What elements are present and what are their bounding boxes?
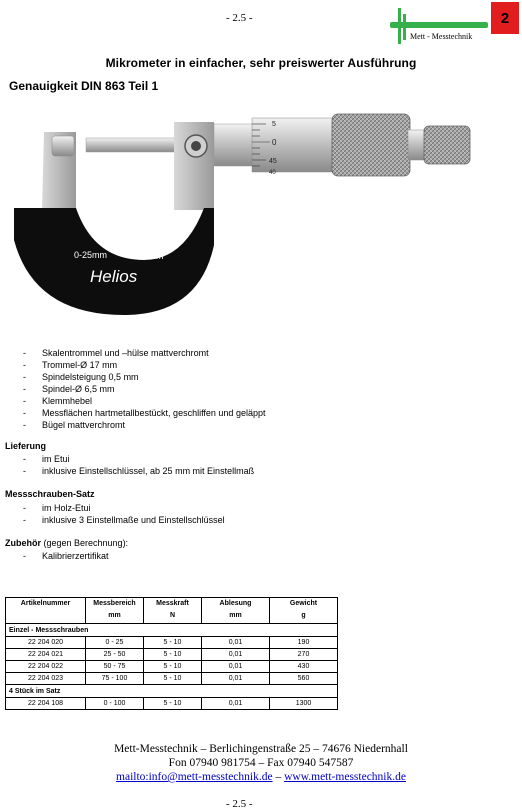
list-item: - inklusive Einstellschlüssel, ab 25 mm mit Einstellmaß — [23, 466, 255, 476]
zubehoer-heading: Zubehör (gegen Berechnung): — [5, 538, 129, 548]
table-group-row: Einzel - Messschrauben — [6, 624, 338, 637]
list-item: - im Holz-Etui — [23, 503, 91, 513]
spec-table — [5, 597, 338, 710]
page-number-top: - 2.5 - — [226, 12, 253, 24]
frame-range-label: 0-25mm — [74, 250, 108, 260]
company-logo — [388, 6, 488, 48]
email-link[interactable]: mailto:info@mett-messtechnik.de — [116, 771, 273, 783]
column-header: Messbereich mm — [86, 598, 144, 624]
list-item: - im Etui — [23, 454, 70, 464]
scale-number-40: 40 — [269, 170, 276, 176]
table-row: 22 204 108 0 - 100 5 - 10 0,01 1300 — [6, 698, 338, 710]
table-header-row — [6, 598, 338, 624]
table-row: 22 204 020 0 - 25 5 - 10 0,01 190 — [6, 637, 338, 649]
frame-resolution-label: 0.01mm — [131, 251, 164, 261]
list-item: - Spindelsteigung 0,5 mm — [23, 372, 139, 382]
footer — [0, 742, 522, 784]
scale-number-0: 0 — [272, 138, 277, 147]
list-item: - Skalentrommel und –hülse mattverchromt — [23, 348, 209, 358]
table-row: 22 204 022 50 - 75 5 - 10 0,01 430 — [6, 661, 338, 673]
messschrauben-satz-list — [0, 502, 225, 526]
zubehoer-list — [0, 550, 109, 562]
logo-text: Mett - Messtechnik — [410, 32, 473, 41]
list-item: - Klemmhebel — [23, 396, 93, 406]
table-group-row: 4 Stück im Satz — [6, 685, 338, 698]
messschrauben-satz-heading: Messschrauben-Satz — [5, 489, 95, 499]
table-row: 22 204 023 75 - 100 5 - 10 0,01 560 — [6, 673, 338, 685]
page-number-bottom: - 2.5 - — [226, 798, 253, 810]
column-header: Messkraft N — [144, 598, 202, 624]
website-link[interactable]: www.mett-messtechnik.de — [284, 771, 406, 783]
page-subtitle: Genauigkeit DIN 863 Teil 1 — [9, 79, 159, 93]
scale-number-45: 45 — [269, 158, 277, 165]
page-title: Mikrometer in einfacher, sehr preiswerter Ausführung — [105, 56, 417, 70]
lieferung-list — [0, 453, 254, 477]
column-header: Artikelnummer — [6, 598, 86, 624]
scale-number-5: 5 — [272, 121, 276, 128]
footer-phone-fax: Fon 07940 981754 – Fax 07940 547587 — [168, 757, 354, 769]
page-badge: 2 — [491, 2, 519, 34]
list-item: - Bügel mattverchromt — [23, 420, 126, 430]
list-item: - Messflächen hartmetallbestückt, geschliffen und geläppt — [23, 408, 266, 418]
list-item: - Kalibrierzertifikat — [23, 551, 109, 561]
feature-list — [0, 347, 265, 431]
brand-label: Helios — [90, 267, 138, 286]
footer-address: Mett-Messtechnik – Berlichingenstraße 25 – 74676 Niedernhall — [114, 743, 408, 755]
footer-links: mailto:info@mett-messtechnik.de – www.mett-messtechnik.de — [116, 771, 406, 783]
lieferung-heading: Lieferung — [5, 441, 47, 451]
list-item: - Trommel-Ø 17 mm — [23, 360, 118, 370]
zubehoer-note: (gegen Berechnung): — [41, 538, 129, 548]
column-header: Ablesung mm — [202, 598, 270, 624]
table-row: 22 204 021 25 - 50 5 - 10 0,01 270 — [6, 649, 338, 661]
list-item: - inklusive 3 Einstellmaße und Einstellschlüssel — [23, 515, 225, 525]
list-item: - Spindel-Ø 6,5 mm — [23, 384, 115, 394]
micrometer-image — [14, 110, 484, 320]
column-header: Gewicht g — [270, 598, 338, 624]
